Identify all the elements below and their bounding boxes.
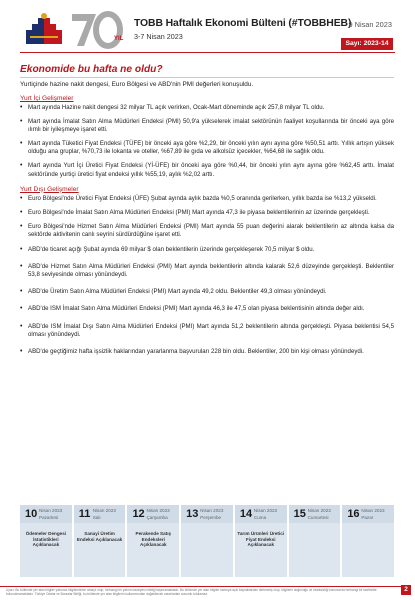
weekly-calendar xyxy=(20,505,394,577)
domestic-list xyxy=(20,104,394,179)
page-number: 2 xyxy=(401,585,411,595)
header-divider xyxy=(20,52,395,53)
calendar-weekday: Pazar xyxy=(361,515,374,520)
calendar-day-month: Nisan 2023 xyxy=(200,508,224,513)
calendar-weekday: Cumartesi xyxy=(307,515,329,520)
calendar-day xyxy=(289,505,341,577)
calendar-day-header xyxy=(289,505,341,523)
domestic-heading: Yurt İçi Gelişmeler xyxy=(20,95,74,102)
calendar-day-month: Nisan 2023 xyxy=(146,508,170,513)
svg-text:YIL: YIL xyxy=(114,36,124,42)
calendar-weekday: Pazartesi xyxy=(39,515,59,520)
calendar-day xyxy=(342,505,394,577)
calendar-event: Perakende Satış Endeksleri Açıklanacak xyxy=(135,531,172,548)
calendar-weekday: Çarşamba xyxy=(146,515,168,520)
calendar-day-header xyxy=(235,505,287,523)
calendar-day-number: 15 xyxy=(293,508,306,520)
calendar-day-header xyxy=(127,505,179,523)
calendar-event: Ödemeler Dengesi İstatistikleri Açıklanacak xyxy=(25,531,67,548)
calendar-day xyxy=(235,505,287,577)
foreign-list xyxy=(20,195,394,239)
title-divider xyxy=(20,77,394,78)
calendar-day-month: Nisan 2023 xyxy=(361,508,385,513)
list-item: • ABD'de ticaret açığı Şubat ayında 69 milyar $ olan beklentilerin üzerinde gerçekleşerek 70,5 milyar $ oldu. xyxy=(20,246,394,254)
issue-badge: Sayı: 2023-14 xyxy=(341,38,393,50)
calendar-day xyxy=(74,505,126,577)
calendar-day-month: Nisan 2023 xyxy=(253,508,278,513)
calendar-weekday: Salı xyxy=(92,515,101,520)
calendar-events xyxy=(237,531,285,552)
calendar-events xyxy=(76,531,124,546)
calendar-weekday: Perşembe xyxy=(200,515,222,520)
list-item: • Euro Bölgesi'nde Üretici Fiyat Endeksi (ÜFE) Şubat ayında aylık bazda %0,5 oranında gerilerken, yıllık bazda ise %13,2 yükseldi. xyxy=(20,195,394,203)
calendar-day-number: 12 xyxy=(132,508,145,520)
calendar-day-number: 14 xyxy=(239,508,253,520)
calendar-day-number: 10 xyxy=(25,508,38,520)
calendar-day-month: Nisan 2023 xyxy=(39,508,63,513)
list-item: • Mart ayında İmalat Satın Alma Müdürleri Endeksi (PMI) 50,9'a yükselerek imalat sektörünün faaliyet koşullarında bir önceki aya göre ılımlı bir iyileşmeye işaret etti. xyxy=(20,118,394,134)
list-item: • Mart ayında Hazine nakit dengesi 32 milyar TL açık verirken, Ocak-Mart döneminde açık 257,8 milyar TL oldu. xyxy=(20,104,394,112)
page-header xyxy=(0,0,415,60)
foreign-heading: Yurt Dışı Gelişmeler xyxy=(20,185,79,193)
calendar-events xyxy=(22,531,70,552)
calendar-day xyxy=(20,505,72,577)
calendar-day xyxy=(181,505,233,577)
list-item: • Mart ayında Yurt İçi Üretici Fiyat Endeksi (Yİ-ÜFE) bir önceki aya göre %0,44, bir önceki yılın aynı ayına göre %62,45 arttı. İmalat sektöründe yurtiçi üretici fiyat endeksi yıllık %55,19, aylık %2,02 arttı. xyxy=(20,162,394,178)
footer-divider xyxy=(0,586,405,587)
list-item: • ABD'de Hizmet Satın Alma Müdürleri Endeksi (PMI) Mart ayında beklentilerin altında kalarak 52,6 düzeyinde gerçekleşti. Beklentiler 53,8 seviyesinde olması yönündeydi. xyxy=(20,263,394,279)
calendar-day-header xyxy=(181,505,233,523)
list-item: • ABD'de ISM İmalat Dışı Satın Alma Müdürleri Endeksi (PMI) Mart ayında 51,2 beklentilerin altında gerçekleşti. Piyasa beklentisi 54,5 olması yönündeydi. xyxy=(20,323,394,339)
section-title: Ekonomide bu hafta ne oldu? xyxy=(20,64,163,75)
calendar-events xyxy=(129,531,177,552)
calendar-day-number: 11 xyxy=(78,508,91,520)
calendar-day-header xyxy=(20,505,72,523)
list-item: • Euro Bölgesi'nde Hizmet Satın Alma Müdürleri Endeksi (PMI) Mart ayında 55 puan değerini alarak beklentilerin az altında kalsa da sektörde aktivitenin canlı seyrini sürdürdüğüne işaret etti. xyxy=(20,223,394,239)
tobb-logo-icon xyxy=(20,10,68,48)
main-content xyxy=(20,60,394,365)
list-item: • Mart ayında Tüketici Fiyat Endeksi (TÜFE) bir önceki aya göre %2,29, bir önceki yılın aynı ayına göre %50,51 arttı. Yıllık artışın yüksek olduğu ana gruplar, %70,73 ile lokanta ve oteller, %67,89 ile gıda ve alkolsüz içecekler, %64,68 ile sağlık oldu. xyxy=(20,140,394,156)
list-item: • ABD'de geçtiğimiz hafta işsizlik haklarından yararlanma başvuruları 228 bin oldu. Beklentiler, 200 bin kişi olması yönündeydi. xyxy=(20,348,394,356)
list-item: • Euro Bölgesi'nde İmalat Satın Alma Müdürleri Endeksi (PMI) Mart ayında 47,3 ile piyasa beklentilerinin az üzerinde gerçekleşti. xyxy=(20,209,394,217)
bulletin-title: TOBB Haftalık Ekonomi Bülteni (#TOBBHEB) xyxy=(134,18,352,29)
list-item: • ABD'de ISM İmalat Satın Alma Müdürleri Endeksi (PMI) Mart ayında 46,3 ile 47,5 olan piyasa beklentisinin altında değer aldı. xyxy=(20,305,394,313)
calendar-day-number: 16 xyxy=(347,508,360,520)
intro-text: Yurtiçinde hazine nakit dengesi, Euro Bölgesi ve ABD'nin PMI değerleri konuşuldu. xyxy=(20,81,254,88)
list-item: • ABD'de Üretim Satın Alma Müdürleri Endeksi (PMI) Mart ayında 49,2 oldu. Beklentiler 49,3 olması yönündeydi. xyxy=(20,288,394,296)
bulletin-week: 3-7 Nisan 2023 xyxy=(134,32,183,41)
calendar-day-header xyxy=(74,505,126,523)
calendar-weekday: Cuma xyxy=(253,515,267,520)
calendar-event: Tarım Ürünleri Üretici Fiyat Endeksi Açıklanacak xyxy=(237,531,285,548)
publish-date: 9 Nisan 2023 xyxy=(348,20,392,29)
calendar-day-number: 13 xyxy=(186,508,199,520)
calendar-day xyxy=(127,505,179,577)
calendar-day-month: Nisan 2023 xyxy=(307,508,331,513)
seventy-year-logo-icon xyxy=(70,8,128,50)
us-list xyxy=(20,246,394,356)
calendar-event: Sanayi Üretim Endeksi Açıklanacak xyxy=(76,531,123,542)
calendar-day-month: Nisan 2023 xyxy=(92,508,116,513)
calendar-day-header xyxy=(342,505,394,523)
disclaimer-text: Uyarı: Bu bültende yer alan bilgiler yalnızca bilgilendirme amaçlı olup, herhangi bir yatırım tavsiyesi niteliği taşımamaktadır. Bu bültende yer alan bilgiler kamuya açık kaynaklardan derlenmiş olup, bilgilerin doğruluğu ve eksiksizliği konusunda herhangi bir taahhütte bulunulmamaktadır. Türkiye Odalar ve Borsalar Birliği, bu bültende yer alan bilgilerin kullanımından doğabilecek zararlardan sorumlu tutulamaz. xyxy=(6,588,377,596)
